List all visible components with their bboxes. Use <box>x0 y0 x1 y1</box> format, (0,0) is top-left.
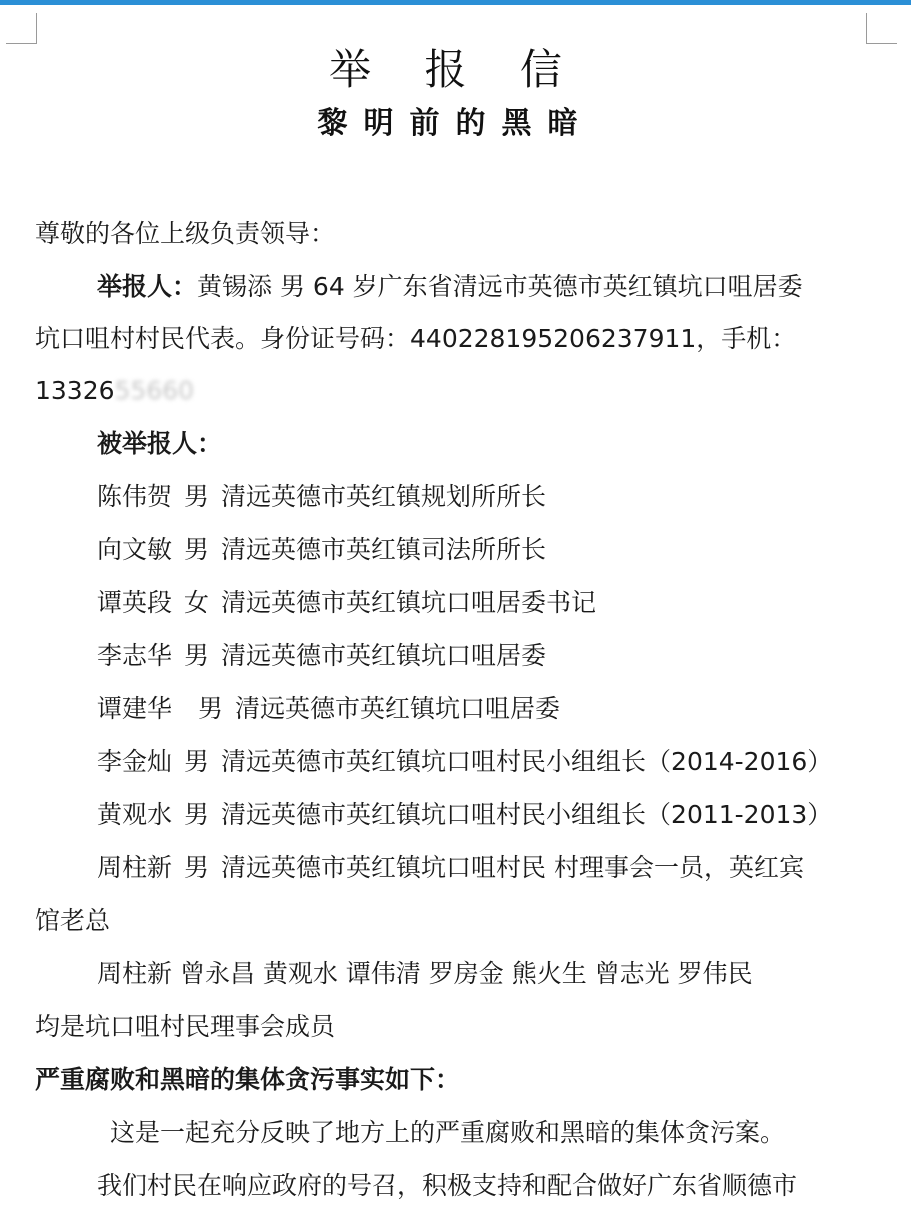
person-name: 黄观水 <box>97 800 173 829</box>
reporter-info: 黄锡添 男 64 岁广东省清远市英德市英红镇坑口咀居委 <box>197 272 803 301</box>
council-members: 周柱新 曾永昌 黄观水 谭伟清 罗房金 熊火生 曾志光 罗伟民 <box>97 959 753 988</box>
salutation: 尊敬的各位上级负责领导： <box>35 219 336 248</box>
paragraph: 这是一起充分反映了地方上的严重腐败和黑暗的集体贪污案。 <box>110 1118 786 1147</box>
person-desc: 清远英德市英红镇坑口咀居委 <box>235 694 561 723</box>
person-gender: 男 <box>184 747 210 776</box>
accused-person <box>97 742 832 782</box>
accused-person <box>97 530 546 570</box>
person-gender: 男 <box>184 853 210 882</box>
person-name: 谭建华 <box>97 694 173 723</box>
person-desc: 清远英德市英红镇坑口咀村民小组组长（2011-2013） <box>221 800 833 829</box>
person-gender: 男 <box>184 482 210 511</box>
reporter-line-2: 坑口咀村村民代表。身份证号码：440228195206237911，手机： <box>35 324 797 353</box>
person-name: 李金灿 <box>97 747 173 776</box>
accused-person-desc-cont: 馆老总 <box>35 906 111 935</box>
person-desc: 清远英德市英红镇坑口咀居委 <box>221 641 547 670</box>
facts-heading: 严重腐败和黑暗的集体贪污事实如下： <box>35 1065 461 1094</box>
person-gender: 男 <box>184 641 210 670</box>
accused-label: 被举报人： <box>97 429 223 458</box>
person-desc: 清远英德市英红镇坑口咀村民 村理事会一员，英红宾 <box>221 853 804 882</box>
person-name: 谭英段 <box>97 588 173 617</box>
council-members-cont: 均是坑口咀村民理事会成员 <box>35 1012 336 1041</box>
document-subtitle: 黎明前的黑暗 <box>317 106 594 141</box>
accused-person <box>97 636 546 676</box>
reporter-phone <box>35 371 194 411</box>
accused-person <box>97 795 832 835</box>
accused-person <box>97 583 596 623</box>
person-desc: 清远英德市英红镇坑口咀居委书记 <box>221 588 597 617</box>
person-name: 李志华 <box>97 641 173 670</box>
accused-person <box>97 689 560 729</box>
accused-person <box>97 477 546 517</box>
person-gender: 女 <box>184 588 210 617</box>
person-desc: 清远英德市英红镇规划所所长 <box>221 482 547 511</box>
person-name: 周柱新 <box>97 853 173 882</box>
accused-person <box>97 848 804 888</box>
person-name: 陈伟贺 <box>97 482 173 511</box>
person-gender: 男 <box>184 535 210 564</box>
phone-visible-digits: 13326 <box>35 376 115 405</box>
person-gender: 男 <box>198 694 224 723</box>
person-desc: 清远英德市英红镇坑口咀村民小组组长（2014-2016） <box>221 747 833 776</box>
person-name: 向文敏 <box>97 535 173 564</box>
paragraph: 我们村民在响应政府的号召，积极支持和配合做好广东省顺德市 <box>97 1171 798 1200</box>
document-title: 举 报 信 <box>329 45 582 94</box>
phone-blurred-digits: 55660 <box>114 376 195 405</box>
reporter-label: 举报人： <box>97 272 198 301</box>
person-desc: 清远英德市英红镇司法所所长 <box>221 535 547 564</box>
reporter-line-1 <box>97 267 803 307</box>
person-gender: 男 <box>184 800 210 829</box>
